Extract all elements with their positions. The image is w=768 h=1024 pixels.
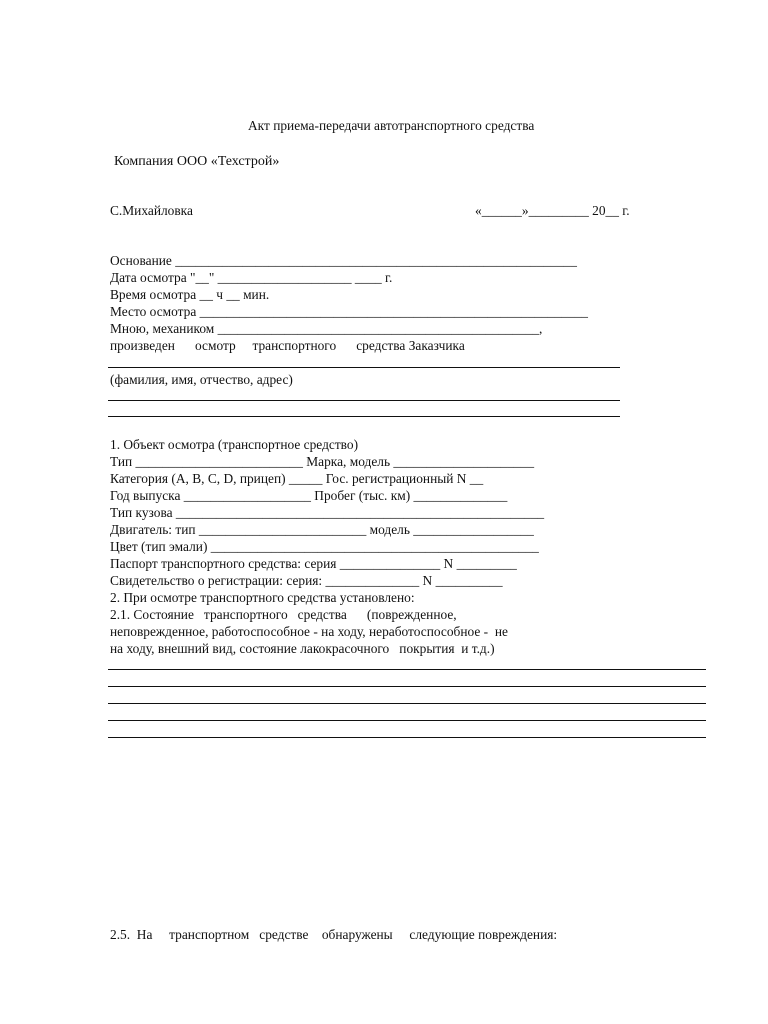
color-line: Цвет (тип эмали) _________________________________________________ [110,539,539,554]
condition-fill-line-2 [108,686,706,687]
category-plate-line: Категория (A, B, C, D, прицеп) _____ Гос. регистрационный N __ [110,471,484,486]
basis-line: Основание ____________________________________________________________ [110,253,577,268]
condition-fill-line-4 [108,720,706,721]
address-fill-line-2 [108,416,620,417]
address-fill-line-1 [108,400,620,401]
document-date: «______»_________ 20__ г. [475,203,630,218]
registration-line: Свидетельство о регистрации: серия: ______________ N __________ [110,573,503,588]
section-1-heading: 1. Объект осмотра (транспортное средство) [110,437,359,452]
customer-hint: (фамилия, имя, отчество, адрес) [110,372,293,387]
company-name: Компания ООО «Техстрой» [114,154,280,169]
condition-line-1: 2.1. Состояние транспортного средства (поврежденное, [110,607,457,622]
condition-line-2: неповрежденное, работоспособное - на ходу, неработоспособное - не [110,624,508,639]
inspection-date-line: Дата осмотра "__" ____________________ ____ г. [110,270,393,285]
body-type-line: Тип кузова _______________________________________________________ [110,505,545,520]
customer-fill-line [108,367,620,368]
document-title: Акт приема-передачи автотранспортного средства [248,118,535,133]
city-name: С.Михайловка [110,203,193,218]
type-brand-line: Тип _________________________ Марка, модель _____________________ [110,454,535,469]
condition-fill-line-3 [108,703,706,704]
condition-fill-line-5 [108,737,706,738]
year-mileage-line: Год выпуска ___________________ Пробег (тыс. км) ______________ [110,488,508,503]
inspection-performed-line: произведен осмотр транспортного средства Заказчика [110,338,465,353]
damages-heading: 2.5. На транспортном средстве обнаружены следующие повреждения: [110,927,558,942]
condition-fill-line-1 [108,669,706,670]
engine-line: Двигатель: тип _________________________ модель __________________ [110,522,534,537]
inspection-time-line: Время осмотра __ ч __ мин. [110,287,270,302]
section-2-heading: 2. При осмотре транспортного средства установлено: [110,590,415,605]
passport-line: Паспорт транспортного средства: серия _______________ N _________ [110,556,517,571]
condition-line-3: на ходу, внешний вид, состояние лакокрасочного покрытия и т.д.) [110,641,495,656]
mechanic-line: Мною, механиком ________________________________________________, [110,321,543,336]
inspection-place-line: Место осмотра __________________________________________________________ [110,304,588,319]
